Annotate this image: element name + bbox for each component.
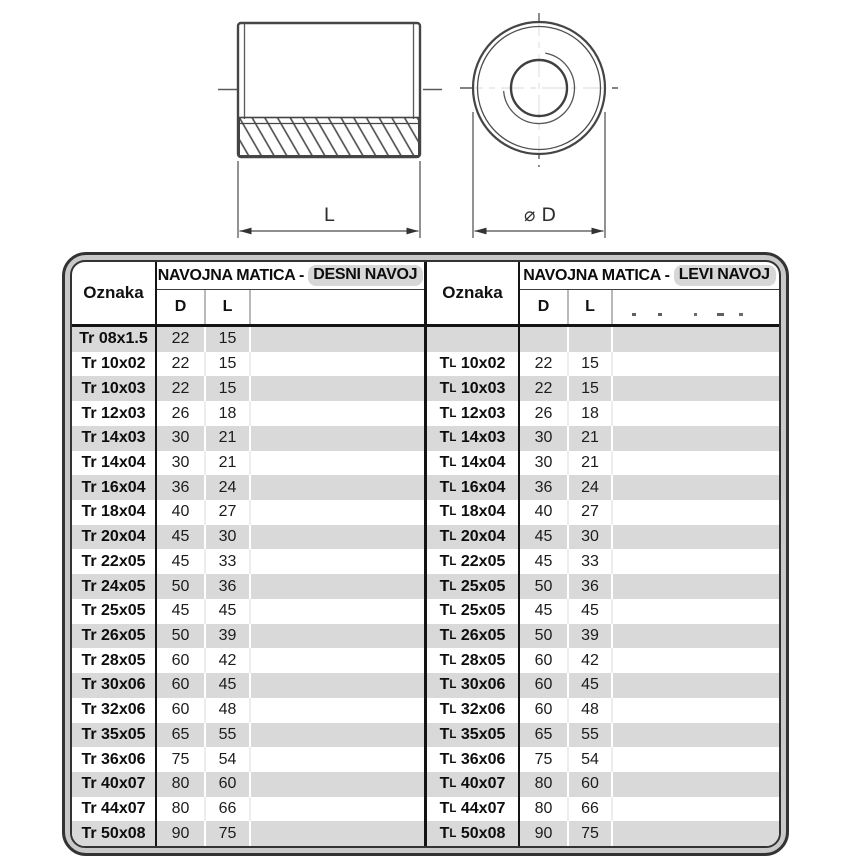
oznaka-cell: Tr 14x04 [72,451,157,476]
oznaka-cell: T L 25x05 [427,574,520,599]
d-cell: 80 [171,775,190,793]
empty-cell [611,376,779,401]
table-row [72,574,424,599]
l-cell: 66 [567,797,611,822]
d-cell: 45 [171,602,190,620]
table-row [427,426,779,451]
empty-cell [249,772,424,797]
column-header-d: D [537,298,550,315]
table-body [427,327,779,846]
table-row [427,574,779,599]
d-cell: 80 [534,775,553,793]
empty-cell [611,624,779,649]
table-row [72,401,424,426]
table-header [427,262,779,327]
oznaka-cell: Tr 25x05 [72,599,157,624]
table-row [72,821,424,846]
empty-cell [249,549,424,574]
empty-cell [249,673,424,698]
d-cell: 60 [534,701,553,719]
l-cell: 54 [567,747,611,772]
oznaka-cell: Tr 36x06 [72,747,157,772]
empty-cell [611,698,779,723]
table-body [72,327,424,846]
l-cell: 60 [567,772,611,797]
empty-cell [249,525,424,550]
oznaka-cell: Tr 22x05 [72,549,157,574]
table-row [72,352,424,377]
l-cell: 24 [567,475,611,500]
oznaka-cell: Tr 12x03 [72,401,157,426]
l-cell: 18 [204,401,249,426]
oznaka-cell: Tr 30x06 [72,673,157,698]
oznaka-cell: T L 30x06 [427,673,520,698]
l-cell: 45 [204,599,249,624]
column-header-d: D [174,298,187,315]
l-cell: 42 [567,648,611,673]
table-row [72,426,424,451]
table-row [72,500,424,525]
table-row [72,624,424,649]
empty-cell [249,401,424,426]
d-cell: 45 [534,552,553,570]
oznaka-cell: T L 44x07 [427,797,520,822]
d-cell: 60 [171,701,190,719]
column-header-l: L [567,290,611,324]
l-cell: 21 [567,451,611,476]
column-header-l: L [204,290,249,324]
oznaka-cell: Tr 26x05 [72,624,157,649]
table-row [72,772,424,797]
empty-cell [611,500,779,525]
d-cell: 45 [171,528,190,546]
outer-diameter-circle [473,22,605,154]
table-row [427,747,779,772]
d-cell: 45 [171,552,190,570]
l-cell: 21 [567,426,611,451]
empty-cell [249,426,424,451]
title-text: NAVOJNA MATICA - [523,266,674,284]
d-cell: 30 [534,429,553,447]
oznaka-cell: T L 14x04 [427,451,520,476]
l-cell: 15 [567,376,611,401]
title-highlight: LEVI NAVOJ [674,265,776,286]
l-cell: 24 [204,475,249,500]
d-cell: 45 [534,528,553,546]
front-view-drawing [460,13,620,238]
table-row [72,599,424,624]
oznaka-cell: Tr 20x04 [72,525,157,550]
empty-cell [611,599,779,624]
l-cell: 33 [567,549,611,574]
empty-cell [249,500,424,525]
l-cell: 42 [204,648,249,673]
d-cell: 60 [534,676,553,694]
table-header [72,262,424,327]
empty-cell [611,772,779,797]
l-cell: 55 [567,723,611,748]
column-header-empty [249,290,424,324]
empty-cell [611,797,779,822]
empty-cell [249,352,424,377]
erased-text-artifact [632,313,746,316]
table-row [427,352,779,377]
table-row [427,698,779,723]
d-cell [520,327,567,352]
oznaka-cell: Tr 08x1.5 [72,327,157,352]
table-row [427,624,779,649]
dim-label-l: L [323,204,335,226]
d-cell: 90 [534,824,553,842]
oznaka-cell: Tr 24x05 [72,574,157,599]
l-cell: 15 [204,352,249,377]
l-cell: 36 [204,574,249,599]
empty-cell [611,426,779,451]
table-row [427,797,779,822]
d-cell: 60 [171,651,190,669]
table-row [427,475,779,500]
oznaka-cell [427,327,520,352]
oznaka-cell: T L 35x05 [427,723,520,748]
empty-cell [611,821,779,846]
table-row [427,401,779,426]
l-cell: 15 [204,327,249,352]
oznaka-cell: Tr 50x08 [72,821,157,846]
l-cell: 60 [204,772,249,797]
table-row [427,723,779,748]
oznaka-cell: T L 18x04 [427,500,520,525]
table-row [427,549,779,574]
empty-cell [611,723,779,748]
d-cell: 22 [171,355,190,373]
empty-cell [611,648,779,673]
dimension-table [70,260,781,848]
d-cell: 80 [171,800,190,818]
d-cell: 36 [534,478,553,496]
l-cell: 39 [204,624,249,649]
d-cell: 50 [534,577,553,595]
d-cell: 26 [534,404,553,422]
oznaka-cell: Tr 35x05 [72,723,157,748]
table-row [72,673,424,698]
oznaka-cell: T L 12x03 [427,401,520,426]
d-cell: 75 [534,750,553,768]
d-cell: 30 [534,453,553,471]
empty-cell [249,376,424,401]
l-cell: 54 [204,747,249,772]
table-row [72,376,424,401]
d-cell: 60 [534,651,553,669]
empty-cell [249,648,424,673]
empty-cell [611,525,779,550]
table-row [427,451,779,476]
table-title [520,262,779,290]
oznaka-cell: T L 10x03 [427,376,520,401]
oznaka-cell: T L 22x05 [427,549,520,574]
empty-cell [249,698,424,723]
empty-cell [611,747,779,772]
oznaka-cell: T L 28x05 [427,648,520,673]
d-cell: 26 [171,404,190,422]
column-header-oznaka: Oznaka [427,262,520,324]
dim-label-d: ⌀ D [523,204,557,226]
table-left-thread [427,262,779,846]
table-row [72,327,424,352]
d-cell: 65 [534,725,553,743]
d-cell: 36 [171,478,190,496]
oznaka-cell: T L 26x05 [427,624,520,649]
title-highlight: DESNI NAVOJ [308,265,423,286]
d-cell: 45 [534,602,553,620]
empty-cell [611,352,779,377]
table-frame [62,252,789,856]
l-cell: 75 [204,821,249,846]
oznaka-cell: T L 16x04 [427,475,520,500]
oznaka-cell: T L 32x06 [427,698,520,723]
column-header-oznaka: Oznaka [72,262,157,324]
oznaka-cell: T L 50x08 [427,821,520,846]
empty-cell [611,327,779,352]
oznaka-cell: Tr 10x02 [72,352,157,377]
table-row [427,772,779,797]
table-row [72,648,424,673]
oznaka-cell: T L 20x04 [427,525,520,550]
l-cell: 45 [567,673,611,698]
l-cell: 36 [567,574,611,599]
empty-cell [249,624,424,649]
empty-cell [249,747,424,772]
l-cell: 27 [567,500,611,525]
l-cell: 30 [204,525,249,550]
d-cell: 30 [171,453,190,471]
l-cell: 45 [204,673,249,698]
empty-cell [249,599,424,624]
d-cell: 22 [171,330,190,348]
oznaka-cell: T L 10x02 [427,352,520,377]
d-cell: 22 [534,379,553,397]
empty-cell [249,574,424,599]
l-cell: 30 [567,525,611,550]
empty-cell [249,475,424,500]
d-cell: 90 [171,824,190,842]
empty-cell [249,821,424,846]
d-cell: 40 [534,503,553,521]
d-cell: 40 [171,503,190,521]
oznaka-cell: Tr 16x04 [72,475,157,500]
side-view-drawing [218,23,442,238]
l-cell: 21 [204,451,249,476]
table-row [72,723,424,748]
oznaka-cell: Tr 18x04 [72,500,157,525]
oznaka-cell: T L 25x05 [427,599,520,624]
table-row [427,500,779,525]
d-cell: 80 [534,800,553,818]
l-cell: 18 [567,401,611,426]
oznaka-cell: Tr 32x06 [72,698,157,723]
table-row [72,747,424,772]
d-cell: 50 [534,626,553,644]
l-cell: 48 [204,698,249,723]
table-title [157,262,424,290]
empty-cell [611,574,779,599]
l-cell: 21 [204,426,249,451]
oznaka-cell: Tr 28x05 [72,648,157,673]
empty-cell [249,723,424,748]
oznaka-cell: Tr 40x07 [72,772,157,797]
l-cell: 27 [204,500,249,525]
table-row [72,549,424,574]
title-text: NAVOJNA MATICA - [157,266,309,284]
table-row [427,327,779,352]
empty-cell [249,327,424,352]
oznaka-cell: T L 40x07 [427,772,520,797]
l-cell: 15 [567,352,611,377]
oznaka-cell: Tr 14x03 [72,426,157,451]
empty-cell [611,475,779,500]
oznaka-cell: Tr 10x03 [72,376,157,401]
l-cell: 66 [204,797,249,822]
l-cell: 33 [204,549,249,574]
l-cell: 48 [567,698,611,723]
table-row [72,797,424,822]
column-header-empty [611,290,779,324]
oznaka-cell: T L 14x03 [427,426,520,451]
oznaka-cell: Tr 44x07 [72,797,157,822]
d-cell: 30 [171,429,190,447]
oznaka-cell: T L 36x06 [427,747,520,772]
d-cell: 22 [171,379,190,397]
table-row [427,599,779,624]
table-row [72,525,424,550]
table-row [72,698,424,723]
empty-cell [611,451,779,476]
d-cell: 50 [171,626,190,644]
table-row [427,821,779,846]
empty-cell [611,549,779,574]
l-cell: 45 [567,599,611,624]
d-cell: 22 [534,355,553,373]
table-right-thread [72,262,427,846]
d-cell: 60 [171,676,190,694]
d-cell: 65 [171,725,190,743]
d-cell: 50 [171,577,190,595]
l-cell [567,327,611,352]
table-row [72,451,424,476]
table-row [427,673,779,698]
l-cell: 75 [567,821,611,846]
empty-cell [249,797,424,822]
empty-cell [611,673,779,698]
l-cell: 15 [204,376,249,401]
empty-cell [611,401,779,426]
table-row [427,525,779,550]
l-cell: 39 [567,624,611,649]
table-row [427,648,779,673]
table-row [72,475,424,500]
table-row [427,376,779,401]
l-cell: 55 [204,723,249,748]
empty-cell [249,451,424,476]
d-cell: 75 [171,750,190,768]
technical-drawings [0,0,860,250]
